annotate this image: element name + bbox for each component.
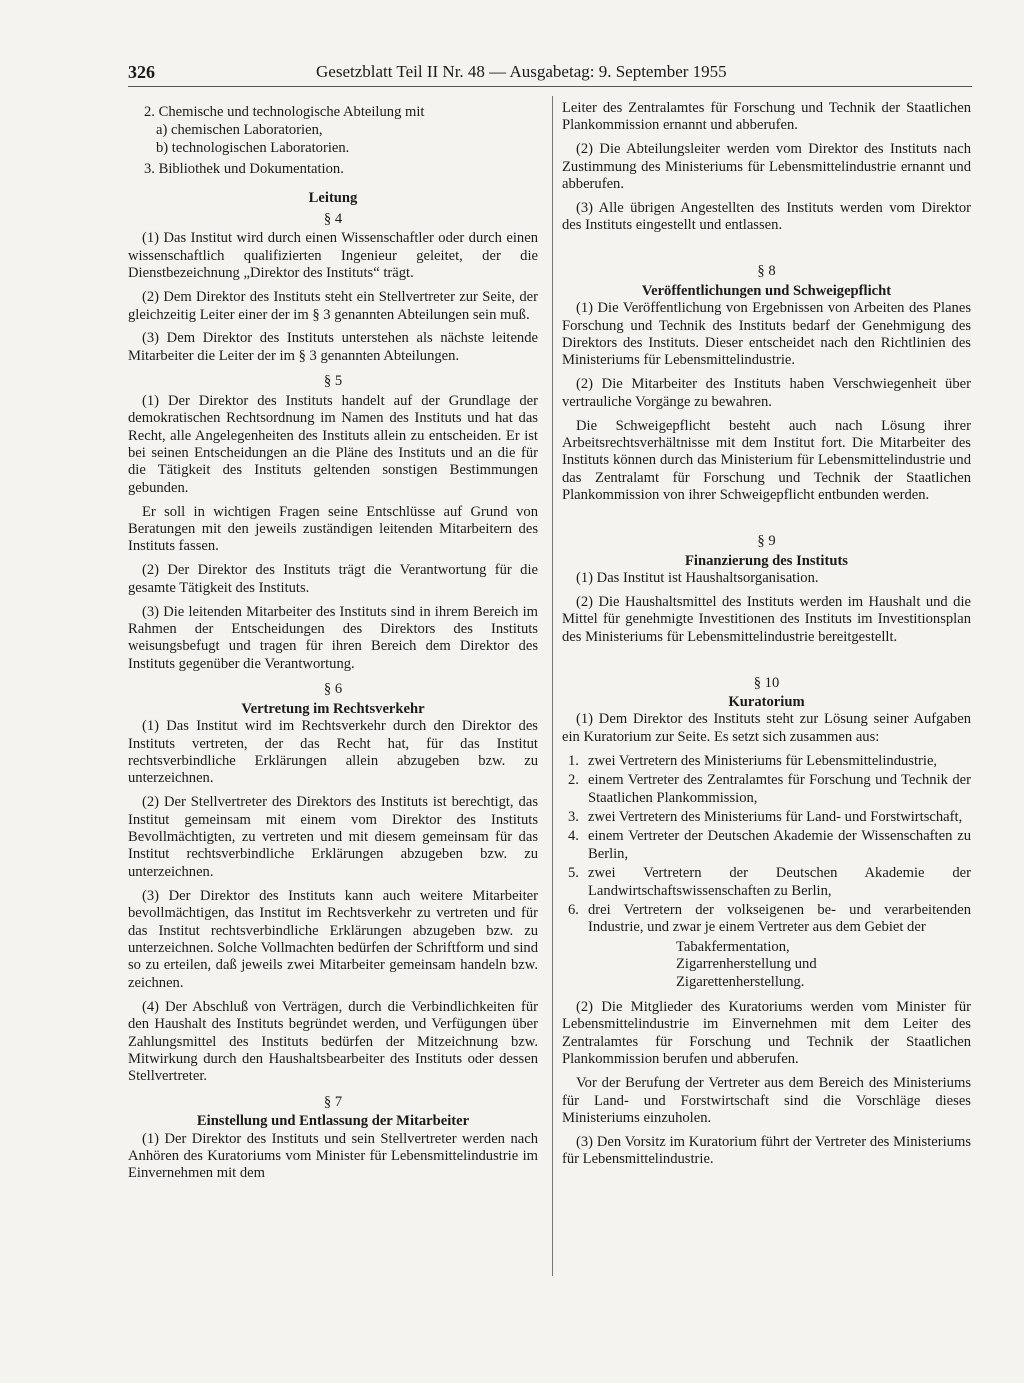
list-subitem: b) technologischen Laboratorien. [156, 139, 350, 156]
list-text: einem Vertreter des Zentralamtes für Forschung und Technik der Staatlichen Plankommission, [588, 772, 971, 806]
paragraph-number: § 5 [323, 373, 343, 390]
paragraph-text: (1) Das Institut wird im Rechtsverkehr durch den Direktor des Instituts vertreten, der das Recht hat, für das Institut rechtsverbindliche Erklärungen allein abzugeben bzw. zu unterzeichnen. [128, 718, 538, 787]
header-rule [128, 86, 972, 87]
list-text: zwei Vertretern des Ministeriums für Lebensmittelindustrie, [588, 752, 938, 769]
list-number: 4. [568, 828, 579, 845]
list-item [562, 809, 971, 826]
paragraph-number: § 9 [757, 533, 776, 550]
section-heading: Vertretung im Rechtsverkehr [241, 700, 425, 717]
paragraph-number: § 4 [323, 211, 343, 228]
page-number: 326 [128, 62, 155, 82]
section-heading: Veröffentlichungen und Schweigepflicht [641, 282, 892, 299]
spacer [562, 653, 971, 667]
list-text: zwei Vertretern der Deutschen Akademie der Landwirtschaftswissenschaften zu Berlin, [588, 865, 971, 899]
paragraph-text: (2) Der Stellvertreter des Direktors des Instituts ist berechtigt, das Institut gemeinsam mit einem vom Direktor des Instituts Bevollmächtigten, zu vertreten und mit diesem gemeinsam für das Institut rechtsverbindliche Erklärungen abzugeben bzw. zu unterzeichnen. [128, 794, 538, 880]
paragraph-text: (1) Dem Direktor des Instituts steht zur Lösung seiner Aufgaben ein Kuratorium zur Seite. Es setzt sich zusammen aus: [562, 711, 971, 745]
paragraph-text: (3) Die leitenden Mitarbeiter des Instituts sind in ihrem Bereich im Rahmen der Entscheidungen des Direktors des Instituts weisungsbefugt und tragen für ihren Bereich dem Direktor des Instituts gegenüber die Verantwortung. [128, 603, 538, 672]
list-item: 2. Chemische und technologische Abteilung mit [144, 104, 425, 120]
list-number: 2. [568, 772, 579, 789]
list-number: 6. [568, 901, 579, 918]
list-subitem: Tabakfermentation, [676, 938, 790, 955]
paragraph-text: Vor der Berufung der Vertreter aus dem Bereich des Ministeriums für Land- und Forstwirtschaft sind die Vorschläge dieses Ministeriums einzuholen. [562, 1075, 971, 1126]
header-title: Gesetzblatt Teil II Nr. 48 — Ausgabetag: 9. September 1955 [316, 62, 727, 81]
paragraph-text: (4) Der Abschluß von Verträgen, durch die Verbindlichkeiten für den Haushalt des Instituts begründet werden, und Verfügungen über Zahlungsmittel des Instituts bedürfen der Mitzeichnung bzw. Mitwirkung durch den Haushaltsbearbeiter des Instituts oder dessen Stellvertreter. [128, 998, 538, 1085]
list-number: 5. [568, 865, 579, 882]
paragraph-text: (2) Die Mitarbeiter des Instituts haben Verschwiegenheit über vertrauliche Vorgänge zu bewahren. [562, 376, 971, 410]
paragraph-text: (1) Die Veröffentlichung von Ergebnissen von Arbeiten des Planes Forschung und Technik des Instituts bedarf der Genehmigung des Direktors des Instituts. Dieser entscheidet nach den Richtlinien des Ministeriums für Lebensmittelindustrie. [562, 300, 971, 369]
section-heading: Kuratorium [728, 693, 805, 710]
paragraph-text: (2) Die Mitglieder des Kuratoriums werden vom Minister für Lebensmittelindustrie im Einvernehmen mit dem Leiter des Zentralamtes für Forschung und Technik der Staatlichen Plankommission berufen und abberufen. [562, 998, 971, 1068]
page-header [128, 60, 972, 84]
list-item [562, 865, 971, 900]
list-text: zwei Vertretern des Ministeriums für Land- und Forstwirtschaft, [588, 808, 963, 825]
paragraph-text: (3) Den Vorsitz im Kuratorium führt der Vertreter des Ministeriums für Lebensmittelindustrie. [562, 1133, 971, 1168]
paragraph-text: (3) Dem Direktor des Instituts unterstehen als nächste leitende Mitarbeiter die Leiter der im § 3 genannten Abteilungen. [128, 330, 538, 364]
section-heading: Finanzierung des Instituts [685, 552, 848, 569]
list-item [562, 753, 971, 770]
paragraph-text: (2) Die Abteilungsleiter werden vom Direktor des Instituts nach Zustimmung des Ministeriums für Lebensmittelindustrie ernannt und abberufen. [562, 141, 971, 193]
paragraph-text: Leiter des Zentralamtes für Forschung und Technik der Staatlichen Plankommission ernannt und abberufen. [562, 100, 971, 134]
list-subitem: Zigarettenherstellung. [676, 973, 805, 990]
list-item: 3. Bibliothek und Dokumentation. [144, 161, 344, 178]
column-divider [552, 96, 553, 1276]
section-heading: Einstellung und Entlassung der Mitarbeiter [196, 1113, 470, 1130]
spacer [562, 241, 971, 255]
paragraph-text: (3) Alle übrigen Angestellten des Instituts werden vom Direktor des Instituts eingestellt und entlassen. [562, 200, 971, 234]
paragraph-text: (3) Der Direktor des Instituts kann auch weitere Mitarbeiter bevollmächtigen, das Institut im Rechtsverkehr zu vertreten und für das Institut rechtsverbindliche Erklärungen abzugeben bzw. zu unterzeichnen. Solche Vollmachten bedürfen der Schriftform und sind so zu erteilen, daß jeweils zwei Mitarbeiter gemeinsam handeln bzw. zeichnen. [128, 887, 538, 991]
paragraph-text: (1) Der Direktor des Instituts handelt auf der Grundlage der demokratischen Rechtsordnung im Namen des Instituts und hat das Recht, alle Angelegenheiten des Instituts allein zu entscheiden. Er ist bei seinen Entscheidungen an die Pläne des Instituts und an die für die Tätigkeit des Instituts geltenden sonstigen Bestimmungen gebunden. [128, 392, 538, 496]
right-column [562, 100, 971, 1175]
paragraph-text: (2) Der Direktor des Instituts trägt die Verantwortung für die gesamte Tätigkeit des Instituts. [128, 562, 538, 596]
paragraph-text: Die Schweigepflicht besteht auch nach Lösung ihrer Arbeitsrechtsverhältnisse mit dem Institut fort. Die Mitarbeiter des Instituts können durch das Ministerium für Lebensmittelindustrie und das Zentralamt für Forschung und Technik der Staatlichen Plankommission von ihrer Schweigepflicht entbunden werden. [562, 417, 971, 504]
list-number: 1. [568, 752, 579, 769]
paragraph-number: § 8 [757, 263, 776, 280]
spacer [128, 180, 538, 190]
list-text: drei Vertretern der volkseigenen be- und verarbeitenden Industrie, und zwar je einem Vertreter aus dem Gebiet der [588, 901, 971, 936]
list-item [562, 902, 971, 937]
paragraph-number: § 10 [753, 674, 780, 691]
paragraph-text: (1) Das Institut ist Haushaltsorganisation. [576, 569, 819, 586]
list-item [562, 828, 971, 863]
paragraph-text: Er soll in wichtigen Fragen seine Entschlüsse auf Grund von Beratungen mit den jeweils zuständigen leitenden Mitarbeitern des Instituts fassen. [128, 503, 538, 555]
section-heading: Leitung [308, 189, 358, 206]
paragraph-text: (2) Die Haushaltsmittel des Instituts werden im Haushalt und die Mittel für genehmigte Investitionen des Instituts im Investitionsplan des Ministeriums für Lebensmittelindustrie bereitgestellt. [562, 593, 971, 645]
spacer [562, 511, 971, 525]
list-subitem: a) chemischen Laboratorien, [156, 122, 323, 139]
list-number: 3. [568, 808, 579, 825]
paragraph-number: § 6 [323, 681, 343, 698]
list-subitem: Zigarrenherstellung und [676, 956, 817, 973]
paragraph-text: (1) Das Institut wird durch einen Wissenschaftler oder durch einen wissenschaftlich qualifizierten Ingenieur geleitet, der die Dienstbezeichnung „Direktor des Instituts“ trägt. [128, 230, 538, 282]
paragraph-text: (2) Dem Direktor des Instituts steht ein Stellvertreter zur Seite, der gleichzeitig Leiter einer der im § 3 genannten Abteilungen sein muß. [128, 289, 538, 323]
left-column [128, 104, 538, 1189]
list-item [562, 772, 971, 807]
paragraph-text: (1) Der Direktor des Instituts und sein Stellvertreter werden nach Anhören des Kuratoriums vom Minister für Lebensmittelindustrie im Einvernehmen mit dem [128, 1130, 538, 1182]
paragraph-number: § 7 [323, 1093, 343, 1110]
list-text: einem Vertreter der Deutschen Akademie der Wissenschaften zu Berlin, [588, 828, 971, 862]
